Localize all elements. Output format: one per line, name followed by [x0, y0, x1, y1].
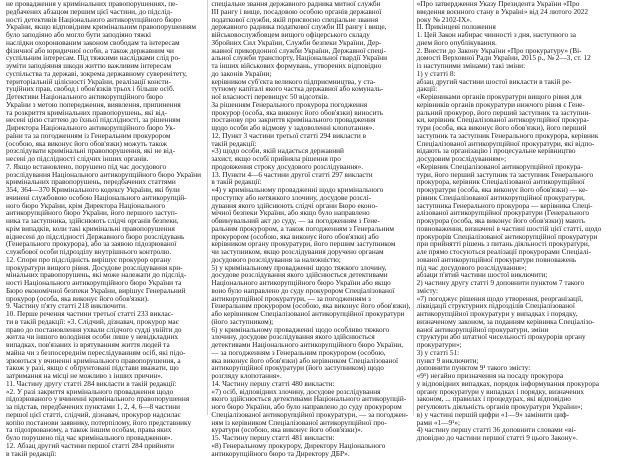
- text-line: досудове розслідування якого здійснюється детективами: [211, 270, 388, 280]
- text-line: введення воєнного стану в Україні» від 24 лютого 2022: [416, 6, 589, 16]
- text-line: ного бюро України, або було направлено до суду прокурором: [211, 402, 402, 411]
- text-line: розслідувати кримінальні правопорушення, які не від-: [6, 146, 176, 156]
- text-line: податкової служби, якій присвоєно спеціальне звання: [211, 14, 379, 24]
- text-line: «7) погоджує рішення щодо утворення, реорганізації,: [416, 293, 583, 303]
- text-line: Директора Національного антикорупційного бюро Ук-: [6, 123, 176, 132]
- text-line: регулюють діяльність органів прокуратури України»;: [416, 402, 583, 411]
- text-line: прокурора (особа, яка виконує його обов'язки)) мають: [416, 216, 585, 225]
- text-line: продовження строку досудового розслідування».: [211, 161, 364, 171]
- text-line: «2. У разі закриття кримінального провадження щодо: [6, 386, 174, 396]
- text-line: «4) у кримінальному провадженні щодо кримінального: [211, 185, 384, 194]
- text-line: обвинувальний акт до суду, — за погодженням з Гене-: [211, 216, 380, 225]
- text-line: — за погодженням з Генеральним прокурором (особою,: [211, 347, 386, 357]
- text-line: було заподіяно або могло бути заподіяно тяжкі: [6, 30, 152, 39]
- text-line: мічної безпеки України, або якщо було направлено: [211, 208, 370, 218]
- text-line: «3) щодо особи, якій надається державний: [211, 146, 344, 156]
- text-line: тутному капіталі якого частка державної або комуналь-: [211, 84, 384, 94]
- text-line: визначеному законом, за поданням керівника Спеціалізо-: [416, 316, 595, 326]
- text-line: 11. Частину другу статті 284 викласти в такій редакції:: [6, 378, 177, 388]
- text-line: органу прокуратури у випадках і порядку, визначених: [416, 386, 585, 396]
- text-line: та підозрюваному, а також іншим особам, права яких: [6, 425, 172, 435]
- text-line: дакції:: [416, 84, 438, 94]
- text-column-left: [3, 0, 207, 458]
- text-line: ти в такій редакції: «3. Слідчий, дізнавач, прокурор має: [6, 316, 179, 326]
- text-line: Бюро економічної безпеки України, вирішує Генеральний: [6, 285, 186, 295]
- text-line: керівників органів прокуратури нижчого рівня є Гене-: [416, 99, 585, 109]
- text-line: «7) осіб, відповідних злочину, досудове розслідування: [211, 386, 381, 396]
- text-line: в такій редакції:: [6, 448, 57, 458]
- text-line: «9¹) негайно призначення на посаду прокурора: [416, 371, 564, 380]
- text-line: зованої антикорупційної прокуратури повноважень: [416, 254, 577, 264]
- text-line: майна чи з безпосереднім переслідуванням осіб, які підо-: [6, 347, 186, 357]
- text-line: відають за організацію і процесуальне керівництво: [416, 146, 576, 156]
- text-line: України з метою попередження, виявлення, припинення: [6, 99, 181, 109]
- text-line: суспільним інтересам. Під тяжкими наслідками слід ро-: [6, 53, 181, 63]
- text-line: при прийнятті рішень з питань діяльності прокуратури,: [416, 239, 590, 249]
- text-line: прокурором (особою, яка виконує його обов'язки) або: [211, 231, 379, 241]
- text-line: чи заступником, якщо розслідування доручено органам: [211, 247, 384, 256]
- text-line: 6) у кримінальному провадженні щодо особливо тяжкого: [211, 324, 390, 334]
- text-line: житла чи іншого володіння особи лише у невідкладних: [6, 332, 179, 342]
- text-line: редбачених абзацом першим цієї частини, до підслід-: [6, 6, 173, 16]
- text-line: тури, його перший заступник та заступник Генерального: [416, 169, 594, 179]
- text-line: 5) у кримінальному провадженні щодо тяжкого злочину,: [211, 262, 387, 272]
- text-line: проступку або нетяжкого злочину, досудове розслі-: [211, 192, 371, 202]
- text-line: Генеральним прокурором (особою, яка виконує його обов'язки),: [211, 301, 411, 311]
- text-line: досудовим розслідуванням»;: [416, 154, 507, 163]
- text-line: 12. Пункт 3 частини третьої статті 294 викласти в: [211, 130, 367, 140]
- text-line: 12. Спори про підслідність вирішує прокурор органу: [6, 254, 171, 264]
- text-line: антикорупційного бюро України, його першого заступ-: [6, 208, 178, 218]
- text-line: законом, ... правилах і процедурах, які відповідно: [416, 394, 571, 404]
- text-line: Спеціалізованої антикорупційної прокуратури, — за погоджен-: [211, 409, 409, 419]
- text-line: зуміти заподіяння шкоди життю важливим інтересам: [6, 61, 172, 70]
- text-line: досудового розслідування за належністю;: [211, 254, 341, 264]
- text-line: злочину, досудове розслідування якого здійснюється: [211, 332, 375, 342]
- text-line: антикорупційного бюро та Директору ДБР».: [211, 448, 350, 458]
- text-line: 354, 364—370 Кримінального кодексу України, які були: [6, 185, 180, 194]
- text-line: 2. Внести до Закону України «Про прокуратуру» (Ві-: [416, 45, 582, 55]
- text-line: Збройних Сил України, Служби безпеки України, Дер-: [211, 37, 382, 47]
- text-line: ного бюро України, крім Директора Національного: [6, 200, 166, 210]
- text-line: постанову про закриття кримінального провадження: [211, 115, 376, 125]
- text-line: суспільства та державі, зокрема державному суверенітету,: [6, 68, 188, 78]
- text-column-middle: [207, 0, 412, 458]
- text-line: алізованої антикорупційної прокуратури (Генерального: [416, 208, 590, 218]
- text-line: прокурор (особа, яка виконує його обов'язки).: [6, 293, 149, 303]
- text-line: та розкриття кримінальних правопорушень, які від-: [6, 107, 167, 117]
- text-line: антикорупційної прокуратури (його заступником) щодо: [211, 363, 384, 373]
- text-line: ності детективів Національного антикорупційного бюро: [6, 14, 182, 24]
- text-line: ваної антикорупційної прокуратури, зміни: [416, 324, 549, 334]
- text-line: та інших військових формувань, утворених відповідно: [211, 61, 382, 70]
- text-line: доповнити пунктом 9¹ такого змісту:: [416, 363, 531, 373]
- text-line: зрюються у вчиненні кримінального правопорушення, а: [6, 355, 181, 365]
- text-line: ральним прокурором, а також погодженням з Генеральним: [211, 223, 395, 233]
- text-line: тури (особа, яка виконує його обов'язки), його перший: [416, 123, 587, 132]
- text-line: віднесені до підслідності Державного бюро розслідувань: [6, 231, 185, 241]
- text-line: прокурора, керівник Спеціалізованої антикорупційної: [416, 177, 585, 187]
- text-line: 3) у статті 51:: [416, 347, 460, 357]
- text-line: в) у частині першій цифри «1—9» замінити циф-: [416, 409, 570, 419]
- text-line: дування якого здійснюють слідчі органи Бюро еконо-: [211, 200, 378, 210]
- text-line: ної власності перевищує 50 відсотків.: [211, 92, 329, 101]
- text-line: прокуратури (особа, яка виконує його обов'язки) — ке-: [416, 185, 588, 194]
- text-line: прокурор (особа, яка виконує його обов'язки) виносить: [211, 107, 383, 117]
- text-line: воно було направлено до суду прокурором Спеціалізованої: [211, 285, 395, 295]
- text-line: розслідування Національного антикорупційного бюро України: [6, 169, 202, 179]
- text-line: «Керівник Спеціалізованої антикорупційної прокура-: [416, 161, 583, 171]
- text-line: не провадження у кримінальних правопорушеннях, пе-: [6, 0, 178, 8]
- text-line: 12. Абзац другий частини першої статті 284 прийняти: [6, 440, 175, 450]
- text-line: в такій редакції:: [211, 177, 262, 187]
- text-line: змісту:: [416, 285, 438, 295]
- text-line: абзац другий частини шостої викласти в такій ре-: [416, 76, 572, 86]
- text-line: затримання на місці не можливо з інших причин».: [6, 371, 163, 380]
- text-line: службової особи підрозділу внутрішнього контролю.: [6, 247, 172, 256]
- text-line: III рангу і вище, посадовою особою органів державної: [211, 6, 382, 16]
- text-line: кримінальних правопорушень, передбачених статтями: [6, 177, 176, 187]
- text-line: 2) частину другу статті 9 доповнити пунктом 7 такого: [416, 278, 585, 287]
- text-line: детективами Національного антикорупційного бюро України,: [211, 340, 404, 349]
- text-line: антикорупційної прокуратури у випадках і порядку,: [416, 309, 578, 318]
- text-line: такій редакції:: [211, 138, 257, 148]
- text-line: до законів України;: [211, 68, 272, 78]
- text-line: 1) у статті 8:: [416, 68, 456, 78]
- text-line: Детективи Національного антикорупційного бюро: [6, 92, 163, 101]
- text-line: у відповідних випадках, порядок інформування прокурора: [416, 378, 599, 388]
- text-line: прокуратури»;: [416, 340, 462, 349]
- text-line: несені до підслідності слідчих інших органів.: [6, 154, 149, 163]
- text-line: заступника Генерального прокурора — керівника Спеці-: [416, 200, 593, 210]
- text-line: 15. Частину першу статті 481 викласти:: [211, 433, 335, 442]
- text-line: повноваження, визначені в частині шостій цієї статті, щодо: [416, 223, 602, 233]
- text-line: домості Верховної Ради України, 2015 р., № 2—3, ст. 12: [416, 53, 591, 63]
- text-line: за підстав, передбачених пунктами 1, 2, 4, 6—8 частини: [6, 402, 181, 411]
- text-line: військовослужбовцем вищого офіцерського складу: [211, 30, 370, 39]
- text-line: право до постановлення ухвали слідчого судді увійти до: [6, 324, 182, 334]
- text-line: ральний прокурор, його перший заступник та заступни-: [416, 107, 591, 117]
- text-line: дповідно до частини першої статті 9 цього Закону».: [416, 433, 578, 442]
- text-line: було порушено під час кримінального провадження».: [6, 433, 173, 442]
- text-column-right: [413, 0, 618, 442]
- text-line: «8) Генеральному прокурору, Директору Національного: [211, 440, 386, 450]
- text-line: підозрюваного у вчиненні кримінального правопорушення: [6, 394, 190, 404]
- text-line: під час досудового розслідування»;: [416, 262, 527, 272]
- text-line: туційних прав, свобод і обов'язків трьох і більше осіб.: [6, 84, 175, 94]
- text-line: раїни та за погодженням із Генеральним прокурором: [6, 130, 171, 140]
- text-line: жавної прикордонної служби України, Державної спеці-: [211, 45, 387, 55]
- text-line: альної служби транспорту, Національної гвардії України: [211, 53, 388, 63]
- text-line: України, якщо відповідним кримінальним правопорушенням: [6, 22, 197, 32]
- text-line: 14. Частину першу статті 480 викласти:: [211, 378, 335, 388]
- text-line: фізичної або юридичної особи, а також державним чи: [6, 45, 174, 55]
- text-line: але прямо стосуються реалізації прокурорами Спеціалі-: [416, 247, 591, 256]
- text-line: 10. Перше речення частини третьої статті 233 виклас-: [6, 309, 174, 318]
- text-line: територіальній цілісності України, реалізації консти-: [6, 76, 171, 86]
- text-line: також у разі, якщо є обґрунтовані підстави вважати, що: [6, 363, 179, 373]
- text-line: яка виконує його обов'язки) або керівником Спеціалізованої: [211, 355, 399, 365]
- text-line: керівником суб'єкта великого підприємництва, у ста-: [211, 76, 376, 86]
- text-line: 13. Пункти 4—6 частини другої статті 297 викласти: [211, 169, 373, 179]
- text-line: захист, якщо особі прийняла рішення про: [211, 154, 341, 163]
- text-line: Національного антикорупційного бюро України або якщо: [211, 278, 391, 287]
- text-line: прокурорів Спеціалізованої антикорупційної прокуратури: [416, 231, 598, 241]
- text-line: 4) частину першу статті 36 доповнити словами «ві-: [416, 425, 577, 435]
- text-line: пункт 9 виключити;: [416, 355, 479, 365]
- text-line: антикорупційної прокуратури, — за погодженням з: [211, 293, 371, 303]
- text-line: заступник та заступник Генерального прокурора, керівник: [416, 130, 599, 140]
- text-line: із наступними змінами) такі зміни:: [416, 61, 526, 70]
- text-line: структури або штатної чисельності прокурорів органу: [416, 332, 586, 342]
- text-line: щодо особи або відмову у задоволенні клопотання».: [211, 123, 375, 132]
- text-line: випадках, пов'язаних із врятуванням життя людей та: [6, 340, 170, 349]
- text-line: Спеціалізованої антикорупційної прокуратури, які відпо-: [416, 138, 595, 148]
- text-line: рівник Спеціалізованої антикорупційної прокуратури,: [416, 192, 585, 202]
- text-line: копію постанови заявнику, потерпілому, його представнику: [6, 417, 192, 427]
- text-line: крім випадків, коли такі кримінальні правопорушення: [6, 223, 175, 233]
- text-line: першої цієї статті, слідчий, дізнавач, прокурор надсилає: [6, 409, 181, 419]
- text-line: мінальних правопорушень, які може належати до підслід-: [6, 270, 187, 280]
- text-line: керівником органу прокуратури, його першим заступником: [211, 239, 396, 249]
- text-line: якого здійснюється детективами Національного антикорупцій-: [211, 394, 407, 404]
- text-line: ника та заступника, здійснюють слідчі органів безпеки,: [6, 216, 179, 225]
- text-line: (Генерального прокурора), або за заявою підозрюваної: [6, 239, 177, 249]
- text-line: державного радника податкової служби III рангу і вище,: [211, 22, 387, 32]
- text-line: ки, керівник Спеціалізованої антикорупційної прокура-: [416, 115, 590, 125]
- text-line: або керівником Спеціалізованої антикорупційної прокуратури: [211, 309, 405, 318]
- text-line: 9. Частину п'яту статті 218 виключити.: [6, 301, 127, 311]
- text-line: ліквідації структурних підрозділів Спеціалізованої: [416, 301, 575, 311]
- text-line: вчинені службовою особою Національного антикорупцій-: [6, 192, 187, 202]
- text-line: наслідки охоронюваним законом свободам та інтересам: [6, 37, 180, 47]
- text-line: 7. Якщо встановлено, порушено під час досудового: [6, 161, 167, 171]
- text-line: ням із керівником Спеціалізованої антикорупційної про-: [211, 417, 387, 427]
- text-line: За рішенням Генерального прокурора погодження: [211, 99, 368, 109]
- text-line: рами «1—9¹»;: [416, 417, 460, 427]
- text-line: II. Прикінцеві положення: [416, 22, 496, 32]
- text-line: ності Національного антикорупційного бюро України та: [6, 278, 182, 287]
- text-line: «Керівниками органів прокуратури вищого рівня для: [416, 92, 582, 101]
- text-line: «Про затвердження Указу Президента України «Про: [416, 0, 580, 8]
- text-line: куратури (особою, яка виконує його обов'язки)».: [211, 425, 363, 435]
- text-line: прокуратури вищого рівня. Досудове розслідування кри-: [6, 262, 183, 272]
- text-line: 1. Цей Закон набирає чинності з дня, наступного за: [416, 30, 577, 39]
- text-line: несені цією статтею до їхньої підслідності, за рішенням: [6, 115, 181, 125]
- text-line: днем його опублікування.: [416, 37, 497, 47]
- text-line: абзаци п'ятий частини шостої виключити;: [416, 270, 548, 280]
- text-line: (його заступником);: [211, 316, 274, 326]
- text-line: (особою, яка виконує його обов'язки) можуть також: [6, 138, 168, 148]
- text-line: року № 2102-IX».: [416, 14, 472, 24]
- text-line: спеціальне звання державного радника митної служби: [211, 0, 381, 8]
- text-line: розгляду клопотання».: [211, 371, 282, 380]
